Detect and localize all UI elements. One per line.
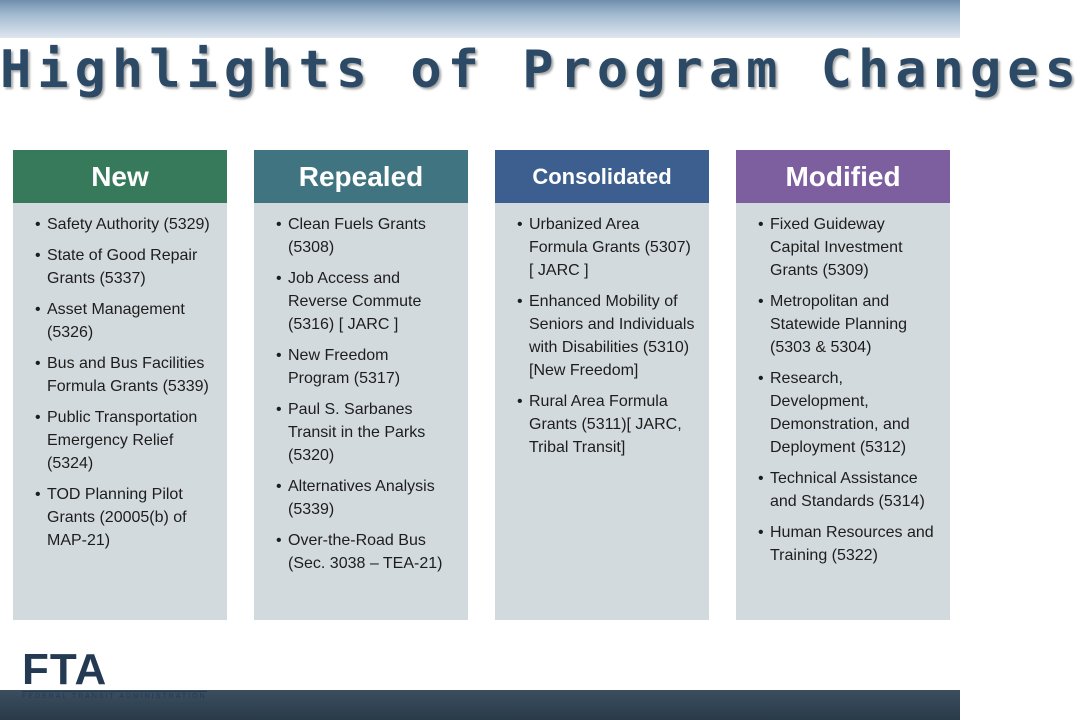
list-item: • Paul S. Sarbanes Transit in the Parks (5320) [276,398,454,467]
fta-logo-mark: FTA [22,645,108,694]
column-modified [736,150,950,620]
list-item: • Asset Management (5326) [35,298,213,344]
list-item: • Enhanced Mobility of Seniors and Individuals with Disabilities (5310) [New Freedom] [517,290,695,382]
column-new [13,150,227,620]
list-item: • Safety Authority (5329) [35,213,213,236]
list-item: • Alternatives Analysis (5339) [276,475,454,521]
list-item: • Over-the-Road Bus (Sec. 3038 – TEA-21) [276,529,454,575]
column-repealed-header: Repealed [254,150,468,203]
top-banner [0,0,960,38]
column-consolidated-header: Consolidated [495,150,709,203]
list-item: • Bus and Bus Facilities Formula Grants (5339) [35,352,213,398]
list-item: • Research, Development, Demonstration, and Deployment (5312) [758,367,936,459]
column-consolidated-list [495,203,709,459]
list-item: • Rural Area Formula Grants (5311)[ JARC, Tribal Transit] [517,390,695,459]
list-item: • Fixed Guideway Capital Investment Grants (5309) [758,213,936,282]
column-modified-header: Modified [736,150,950,203]
list-item: • Human Resources and Training (5322) [758,521,936,567]
list-item: • TOD Planning Pilot Grants (20005(b) of MAP-21) [35,483,213,552]
slide-title: Highlights of Program Changes [0,40,1082,100]
list-item: • Job Access and Reverse Commute (5316) [ JARC ] [276,267,454,336]
list-item: • Technical Assistance and Standards (5314) [758,467,936,513]
list-item: • Urbanized Area Formula Grants (5307) [ JARC ] [517,213,695,282]
column-new-header: New [13,150,227,203]
list-item: • Clean Fuels Grants (5308) [276,213,454,259]
column-new-list [13,203,227,552]
fta-logo [22,645,207,700]
list-item: • Metropolitan and Statewide Planning (5303 & 5304) [758,290,936,359]
column-repealed-list [254,203,468,575]
list-item: • Public Transportation Emergency Relief (5324) [35,406,213,475]
fta-logo-subtitle: FEDERAL TRANSIT ADMINISTRATION [22,693,207,700]
list-item: • New Freedom Program (5317) [276,344,454,390]
column-modified-list [736,203,950,567]
column-repealed [254,150,468,620]
list-item: • State of Good Repair Grants (5337) [35,244,213,290]
column-consolidated [495,150,709,620]
